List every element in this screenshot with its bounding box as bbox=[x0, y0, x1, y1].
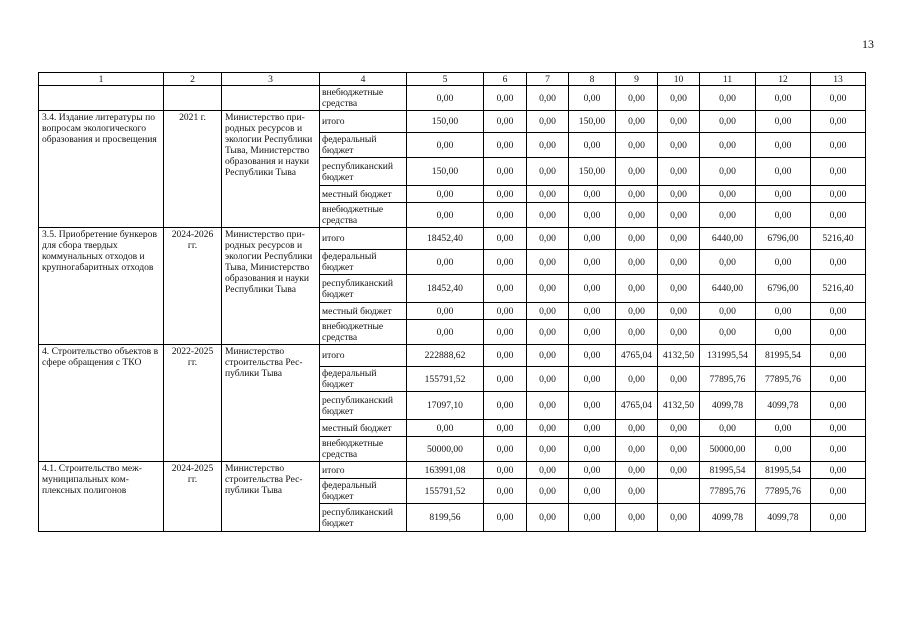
amount-cell: 0,00 bbox=[569, 303, 616, 320]
table-row bbox=[39, 86, 866, 111]
amount-cell: 0,00 bbox=[484, 275, 527, 303]
amount-cell: 0,00 bbox=[700, 420, 756, 437]
column-header: 7 bbox=[527, 73, 569, 86]
amount-cell: 0,00 bbox=[569, 367, 616, 392]
amount-cell: 0,00 bbox=[811, 345, 866, 367]
amount-cell: 0,00 bbox=[569, 203, 616, 228]
executor-cell bbox=[222, 86, 320, 111]
executor-cell: Министерство природных ресурсов и экологии Республики Тыва, Министерство образования и науки Республики Тыва bbox=[222, 228, 320, 345]
amount-cell: 0,00 bbox=[616, 437, 658, 462]
amount-cell: 0,00 bbox=[700, 250, 756, 275]
amount-cell: 0,00 bbox=[616, 504, 658, 532]
period-cell: 2024-2025 гг. bbox=[164, 462, 222, 532]
amount-cell: 0,00 bbox=[616, 303, 658, 320]
amount-cell: 0,00 bbox=[811, 320, 866, 345]
amount-cell: 0,00 bbox=[407, 420, 484, 437]
amount-cell: 0,00 bbox=[527, 228, 569, 250]
funding-source-cell: итого bbox=[320, 228, 407, 250]
column-header: 8 bbox=[569, 73, 616, 86]
period-cell: 2024-2026 гг. bbox=[164, 228, 222, 345]
amount-cell: 0,00 bbox=[569, 86, 616, 111]
column-header: 9 bbox=[616, 73, 658, 86]
amount-cell: 0,00 bbox=[756, 320, 811, 345]
amount-cell: 0,00 bbox=[484, 250, 527, 275]
amount-cell: 0,00 bbox=[658, 228, 700, 250]
funding-source-cell: внебюджетные средства bbox=[320, 437, 407, 462]
amount-cell: 150,00 bbox=[407, 111, 484, 133]
amount-cell: 131995,54 bbox=[700, 345, 756, 367]
amount-cell: 0,00 bbox=[811, 158, 866, 186]
amount-cell: 0,00 bbox=[756, 111, 811, 133]
budget-table bbox=[38, 72, 866, 532]
amount-cell: 150,00 bbox=[569, 111, 616, 133]
amount-cell: 0,00 bbox=[616, 186, 658, 203]
amount-cell: 0,00 bbox=[569, 504, 616, 532]
amount-cell: 50000,00 bbox=[700, 437, 756, 462]
amount-cell: 81995,54 bbox=[756, 462, 811, 479]
amount-cell: 0,00 bbox=[658, 504, 700, 532]
amount-cell: 0,00 bbox=[569, 186, 616, 203]
table-row bbox=[39, 462, 866, 479]
amount-cell: 4099,78 bbox=[756, 504, 811, 532]
amount-cell: 0,00 bbox=[484, 437, 527, 462]
amount-cell: 0,00 bbox=[811, 462, 866, 479]
amount-cell: 0,00 bbox=[484, 420, 527, 437]
funding-source-cell: республиканский бюджет bbox=[320, 392, 407, 420]
amount-cell: 0,00 bbox=[700, 320, 756, 345]
amount-cell: 0,00 bbox=[811, 437, 866, 462]
amount-cell: 4099,78 bbox=[700, 392, 756, 420]
amount-cell: 0,00 bbox=[811, 203, 866, 228]
amount-cell: 150,00 bbox=[569, 158, 616, 186]
page-number: 13 bbox=[862, 37, 874, 51]
amount-cell: 0,00 bbox=[811, 186, 866, 203]
amount-cell: 0,00 bbox=[569, 250, 616, 275]
amount-cell: 0,00 bbox=[616, 203, 658, 228]
amount-cell: 4765,04 bbox=[616, 345, 658, 367]
funding-source-cell: федеральный бюджет bbox=[320, 250, 407, 275]
column-header: 10 bbox=[658, 73, 700, 86]
amount-cell: 0,00 bbox=[407, 250, 484, 275]
amount-cell: 0,00 bbox=[658, 303, 700, 320]
amount-cell: 0,00 bbox=[700, 203, 756, 228]
amount-cell: 0,00 bbox=[484, 111, 527, 133]
amount-cell: 18452,40 bbox=[407, 228, 484, 250]
table-row bbox=[39, 228, 866, 250]
amount-cell: 0,00 bbox=[616, 462, 658, 479]
amount-cell bbox=[658, 479, 700, 504]
amount-cell: 0,00 bbox=[569, 392, 616, 420]
amount-cell: 0,00 bbox=[527, 479, 569, 504]
amount-cell: 6796,00 bbox=[756, 228, 811, 250]
amount-cell: 0,00 bbox=[569, 345, 616, 367]
column-header: 2 bbox=[164, 73, 222, 86]
amount-cell: 0,00 bbox=[569, 479, 616, 504]
amount-cell: 0,00 bbox=[484, 133, 527, 158]
amount-cell: 0,00 bbox=[484, 345, 527, 367]
activity-name-cell: 3.4. Издание литературы по вопросам экологического образования и просвещения bbox=[39, 111, 164, 228]
amount-cell: 6440,00 bbox=[700, 228, 756, 250]
amount-cell: 81995,54 bbox=[756, 345, 811, 367]
amount-cell: 0,00 bbox=[658, 275, 700, 303]
amount-cell: 0,00 bbox=[569, 228, 616, 250]
amount-cell: 4132,50 bbox=[658, 345, 700, 367]
amount-cell: 0,00 bbox=[569, 320, 616, 345]
amount-cell: 0,00 bbox=[484, 203, 527, 228]
amount-cell: 0,00 bbox=[407, 186, 484, 203]
funding-source-cell: республиканский бюджет bbox=[320, 504, 407, 532]
amount-cell: 0,00 bbox=[811, 367, 866, 392]
amount-cell: 0,00 bbox=[811, 250, 866, 275]
amount-cell: 222888,62 bbox=[407, 345, 484, 367]
funding-source-cell: итого bbox=[320, 345, 407, 367]
period-cell: 2022-2025 гг. bbox=[164, 345, 222, 462]
amount-cell: 0,00 bbox=[527, 158, 569, 186]
funding-source-cell: местный бюджет bbox=[320, 420, 407, 437]
amount-cell: 0,00 bbox=[616, 420, 658, 437]
funding-source-cell: внебюджетные средства bbox=[320, 320, 407, 345]
period-cell: 2021 г. bbox=[164, 111, 222, 228]
amount-cell: 0,00 bbox=[527, 303, 569, 320]
amount-cell: 0,00 bbox=[658, 203, 700, 228]
amount-cell: 0,00 bbox=[484, 228, 527, 250]
amount-cell: 0,00 bbox=[569, 420, 616, 437]
amount-cell: 0,00 bbox=[484, 392, 527, 420]
amount-cell: 0,00 bbox=[658, 111, 700, 133]
amount-cell: 0,00 bbox=[700, 111, 756, 133]
amount-cell: 0,00 bbox=[527, 250, 569, 275]
amount-cell: 0,00 bbox=[484, 504, 527, 532]
amount-cell: 0,00 bbox=[658, 86, 700, 111]
amount-cell: 150,00 bbox=[407, 158, 484, 186]
amount-cell: 0,00 bbox=[484, 320, 527, 345]
amount-cell: 0,00 bbox=[811, 392, 866, 420]
amount-cell: 0,00 bbox=[484, 186, 527, 203]
amount-cell: 0,00 bbox=[700, 158, 756, 186]
amount-cell: 0,00 bbox=[616, 228, 658, 250]
amount-cell: 0,00 bbox=[527, 504, 569, 532]
amount-cell: 0,00 bbox=[484, 462, 527, 479]
amount-cell: 0,00 bbox=[569, 437, 616, 462]
amount-cell: 77895,76 bbox=[756, 479, 811, 504]
amount-cell: 0,00 bbox=[811, 420, 866, 437]
funding-source-cell: местный бюджет bbox=[320, 186, 407, 203]
activity-name-cell: 4.1. Строительство межмуниципальных комплексных полигонов bbox=[39, 462, 164, 532]
column-header: 1 bbox=[39, 73, 164, 86]
amount-cell: 0,00 bbox=[616, 158, 658, 186]
amount-cell: 0,00 bbox=[658, 158, 700, 186]
amount-cell: 0,00 bbox=[527, 275, 569, 303]
period-cell bbox=[164, 86, 222, 111]
amount-cell: 0,00 bbox=[700, 303, 756, 320]
amount-cell: 0,00 bbox=[616, 367, 658, 392]
amount-cell: 6440,00 bbox=[700, 275, 756, 303]
amount-cell: 0,00 bbox=[811, 479, 866, 504]
amount-cell: 4132,50 bbox=[658, 392, 700, 420]
amount-cell: 0,00 bbox=[527, 186, 569, 203]
amount-cell: 0,00 bbox=[527, 86, 569, 111]
amount-cell: 0,00 bbox=[484, 158, 527, 186]
amount-cell: 155791,52 bbox=[407, 479, 484, 504]
amount-cell: 0,00 bbox=[700, 133, 756, 158]
amount-cell: 77895,76 bbox=[700, 479, 756, 504]
amount-cell: 0,00 bbox=[527, 437, 569, 462]
amount-cell: 0,00 bbox=[484, 86, 527, 111]
amount-cell: 18452,40 bbox=[407, 275, 484, 303]
amount-cell: 0,00 bbox=[527, 392, 569, 420]
column-header: 12 bbox=[756, 73, 811, 86]
amount-cell: 0,00 bbox=[527, 111, 569, 133]
amount-cell: 4765,04 bbox=[616, 392, 658, 420]
amount-cell: 0,00 bbox=[658, 320, 700, 345]
activity-name-cell: 3.5. Приобретение бункеров для сбора твердых коммунальных отходов и крупногабаритных отходов bbox=[39, 228, 164, 345]
amount-cell: 0,00 bbox=[756, 250, 811, 275]
amount-cell: 0,00 bbox=[658, 462, 700, 479]
amount-cell: 0,00 bbox=[756, 158, 811, 186]
amount-cell: 0,00 bbox=[527, 420, 569, 437]
amount-cell: 0,00 bbox=[616, 133, 658, 158]
amount-cell: 0,00 bbox=[407, 86, 484, 111]
amount-cell: 0,00 bbox=[616, 86, 658, 111]
amount-cell: 0,00 bbox=[756, 133, 811, 158]
amount-cell: 0,00 bbox=[407, 133, 484, 158]
activity-name-cell bbox=[39, 86, 164, 111]
executor-cell: Министерство строительства Республики Тыва bbox=[222, 462, 320, 532]
amount-cell: 155791,52 bbox=[407, 367, 484, 392]
amount-cell: 81995,54 bbox=[700, 462, 756, 479]
amount-cell: 0,00 bbox=[756, 86, 811, 111]
amount-cell: 0,00 bbox=[407, 303, 484, 320]
amount-cell: 77895,76 bbox=[700, 367, 756, 392]
column-header: 4 bbox=[320, 73, 407, 86]
table-row bbox=[39, 111, 866, 133]
funding-source-cell: республиканский бюджет bbox=[320, 275, 407, 303]
amount-cell: 0,00 bbox=[811, 86, 866, 111]
amount-cell: 0,00 bbox=[756, 420, 811, 437]
amount-cell: 0,00 bbox=[756, 203, 811, 228]
amount-cell: 0,00 bbox=[756, 303, 811, 320]
column-header: 11 bbox=[700, 73, 756, 86]
funding-source-cell: внебюджетные средства bbox=[320, 203, 407, 228]
amount-cell: 163991,08 bbox=[407, 462, 484, 479]
executor-cell: Министерство природных ресурсов и экологии Республики Тыва, Министерство образования и науки Республики Тыва bbox=[222, 111, 320, 228]
funding-source-cell: итого bbox=[320, 462, 407, 479]
amount-cell: 5216,40 bbox=[811, 275, 866, 303]
funding-source-cell: республиканский бюджет bbox=[320, 158, 407, 186]
funding-source-cell: федеральный бюджет bbox=[320, 133, 407, 158]
amount-cell: 0,00 bbox=[484, 367, 527, 392]
funding-source-cell: местный бюджет bbox=[320, 303, 407, 320]
amount-cell: 0,00 bbox=[569, 133, 616, 158]
amount-cell: 4099,78 bbox=[700, 504, 756, 532]
amount-cell: 17097,10 bbox=[407, 392, 484, 420]
amount-cell: 0,00 bbox=[569, 275, 616, 303]
amount-cell: 8199,56 bbox=[407, 504, 484, 532]
amount-cell: 0,00 bbox=[484, 303, 527, 320]
column-header: 5 bbox=[407, 73, 484, 86]
amount-cell: 0,00 bbox=[569, 462, 616, 479]
amount-cell: 0,00 bbox=[658, 133, 700, 158]
amount-cell: 0,00 bbox=[700, 186, 756, 203]
amount-cell: 0,00 bbox=[811, 111, 866, 133]
amount-cell: 0,00 bbox=[700, 86, 756, 111]
column-header: 3 bbox=[222, 73, 320, 86]
amount-cell: 0,00 bbox=[407, 320, 484, 345]
amount-cell: 0,00 bbox=[658, 437, 700, 462]
amount-cell: 0,00 bbox=[527, 367, 569, 392]
amount-cell: 0,00 bbox=[811, 303, 866, 320]
column-number-row bbox=[39, 73, 866, 86]
amount-cell: 0,00 bbox=[527, 320, 569, 345]
amount-cell: 0,00 bbox=[484, 479, 527, 504]
amount-cell: 0,00 bbox=[658, 186, 700, 203]
amount-cell: 0,00 bbox=[811, 504, 866, 532]
amount-cell: 0,00 bbox=[811, 133, 866, 158]
amount-cell: 0,00 bbox=[616, 479, 658, 504]
amount-cell: 0,00 bbox=[658, 250, 700, 275]
activity-name-cell: 4. Строительство объектов в сфере обращения с ТКО bbox=[39, 345, 164, 462]
amount-cell: 0,00 bbox=[616, 275, 658, 303]
column-header: 6 bbox=[484, 73, 527, 86]
amount-cell: 0,00 bbox=[527, 133, 569, 158]
amount-cell: 0,00 bbox=[407, 203, 484, 228]
funding-source-cell: федеральный бюджет bbox=[320, 479, 407, 504]
amount-cell: 50000,00 bbox=[407, 437, 484, 462]
amount-cell: 0,00 bbox=[527, 462, 569, 479]
amount-cell: 0,00 bbox=[616, 111, 658, 133]
amount-cell: 0,00 bbox=[756, 186, 811, 203]
funding-source-cell: федеральный бюджет bbox=[320, 367, 407, 392]
funding-source-cell: внебюджетные средства bbox=[320, 86, 407, 111]
table-row bbox=[39, 345, 866, 367]
amount-cell: 0,00 bbox=[756, 437, 811, 462]
amount-cell: 77895,76 bbox=[756, 367, 811, 392]
executor-cell: Министерство строительства Республики Тыва bbox=[222, 345, 320, 462]
amount-cell: 4099,78 bbox=[756, 392, 811, 420]
amount-cell: 0,00 bbox=[616, 320, 658, 345]
column-header: 13 bbox=[811, 73, 866, 86]
amount-cell: 6796,00 bbox=[756, 275, 811, 303]
amount-cell: 0,00 bbox=[658, 420, 700, 437]
amount-cell: 0,00 bbox=[527, 345, 569, 367]
funding-source-cell: итого bbox=[320, 111, 407, 133]
amount-cell: 0,00 bbox=[658, 367, 700, 392]
amount-cell: 0,00 bbox=[527, 203, 569, 228]
amount-cell: 5216,40 bbox=[811, 228, 866, 250]
amount-cell: 0,00 bbox=[616, 250, 658, 275]
